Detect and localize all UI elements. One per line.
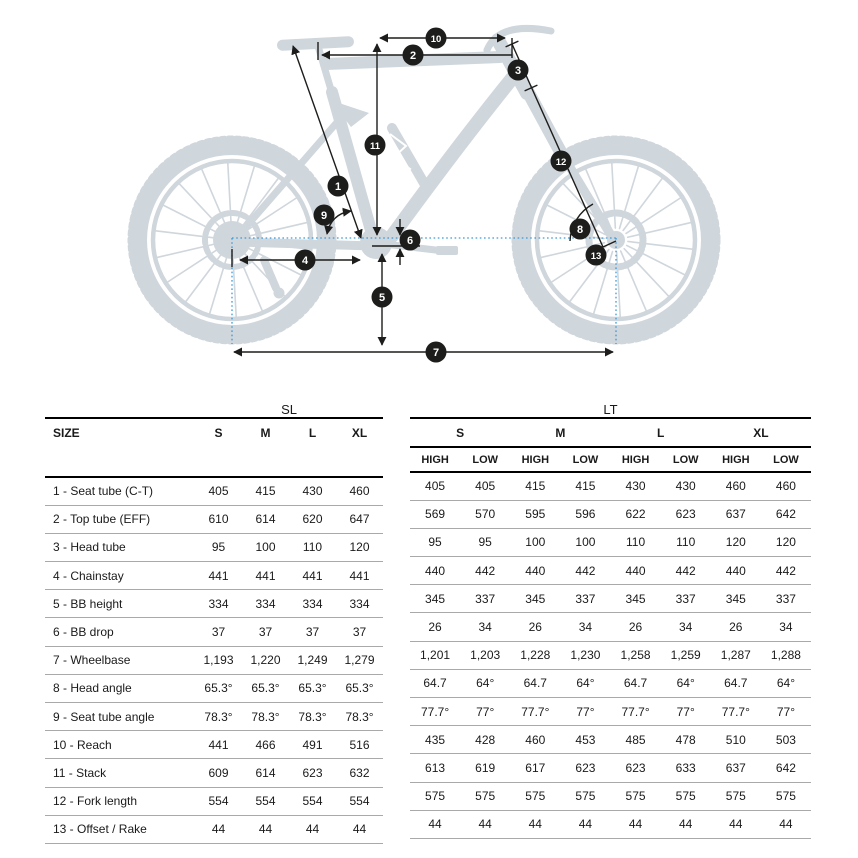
svg-text:1: 1 bbox=[334, 180, 342, 193]
value-cell: 44 bbox=[510, 810, 560, 838]
value-cell: 44 bbox=[711, 810, 761, 838]
table-row bbox=[410, 810, 811, 838]
value-cell: 44 bbox=[611, 810, 661, 838]
value-cell: 440 bbox=[510, 557, 560, 585]
table-row bbox=[45, 703, 383, 731]
value-cell: 337 bbox=[761, 585, 811, 613]
value-cell: 120 bbox=[711, 528, 761, 556]
value-cell: 95 bbox=[195, 533, 242, 561]
lt-title: LT bbox=[410, 395, 811, 418]
value-cell: 575 bbox=[661, 782, 711, 810]
value-cell: 569 bbox=[410, 500, 460, 528]
geometry-diagram bbox=[0, 0, 858, 375]
row-label: 4 - Chainstay bbox=[45, 562, 195, 590]
svg-text:2: 2 bbox=[409, 49, 417, 62]
value-cell: 613 bbox=[410, 754, 460, 782]
svg-text:7: 7 bbox=[432, 346, 440, 359]
marker-3 bbox=[508, 60, 529, 81]
value-cell: 110 bbox=[611, 528, 661, 556]
row-label: 11 - Stack bbox=[45, 759, 195, 787]
value-cell: 78.3° bbox=[195, 703, 242, 731]
value-cell: 575 bbox=[560, 782, 610, 810]
spoke bbox=[628, 241, 694, 249]
value-cell: 441 bbox=[289, 562, 336, 590]
spoke bbox=[228, 162, 232, 228]
table-row bbox=[410, 782, 811, 810]
value-cell: 65.3° bbox=[336, 674, 383, 702]
value-cell: 26 bbox=[711, 613, 761, 641]
value-cell: 345 bbox=[611, 585, 661, 613]
value-cell: 78.3° bbox=[242, 703, 289, 731]
value-cell: 632 bbox=[336, 759, 383, 787]
value-cell: 1,228 bbox=[510, 641, 560, 669]
value-cell: 478 bbox=[661, 726, 711, 754]
value-cell: 77° bbox=[560, 698, 610, 726]
svg-text:10: 10 bbox=[430, 33, 442, 45]
table-row bbox=[45, 562, 383, 590]
value-cell: 26 bbox=[510, 613, 560, 641]
table-row bbox=[410, 698, 811, 726]
spoke bbox=[233, 252, 237, 318]
marker-8 bbox=[570, 219, 591, 240]
value-cell: 78.3° bbox=[289, 703, 336, 731]
value-cell: 575 bbox=[410, 782, 460, 810]
value-cell: 77° bbox=[460, 698, 510, 726]
value-cell: 37 bbox=[242, 618, 289, 646]
lt-group-row bbox=[410, 418, 811, 447]
value-cell: 110 bbox=[661, 528, 711, 556]
position-header: LOW bbox=[661, 447, 711, 472]
value-cell: 503 bbox=[761, 726, 811, 754]
row-label: 8 - Head angle bbox=[45, 674, 195, 702]
value-cell: 65.3° bbox=[242, 674, 289, 702]
value-cell: 441 bbox=[195, 731, 242, 759]
marker-4 bbox=[295, 250, 316, 271]
value-cell: 77° bbox=[661, 698, 711, 726]
row-label: 3 - Head tube bbox=[45, 533, 195, 561]
table-row bbox=[410, 641, 811, 669]
value-cell: 65.3° bbox=[289, 674, 336, 702]
value-cell: 614 bbox=[242, 759, 289, 787]
row-label: 2 - Top tube (EFF) bbox=[45, 505, 195, 533]
table-row bbox=[45, 759, 383, 787]
value-cell: 575 bbox=[510, 782, 560, 810]
marker-11 bbox=[365, 135, 386, 156]
svg-text:13: 13 bbox=[590, 250, 602, 262]
value-cell: 26 bbox=[410, 613, 460, 641]
derailleur-pulley bbox=[274, 288, 285, 299]
value-cell: 64.7 bbox=[711, 669, 761, 697]
lt-table-body bbox=[410, 472, 811, 838]
size-column-header: M bbox=[242, 418, 289, 477]
value-cell: 77° bbox=[761, 698, 811, 726]
position-header: LOW bbox=[560, 447, 610, 472]
value-cell: 435 bbox=[410, 726, 460, 754]
value-cell: 64° bbox=[761, 669, 811, 697]
row-label: 9 - Seat tube angle bbox=[45, 703, 195, 731]
value-cell: 460 bbox=[510, 726, 560, 754]
value-cell: 1,203 bbox=[460, 641, 510, 669]
bike-silhouette bbox=[131, 28, 717, 341]
value-cell: 637 bbox=[711, 754, 761, 782]
value-cell: 37 bbox=[195, 618, 242, 646]
value-cell: 430 bbox=[289, 477, 336, 505]
row-label: 6 - BB drop bbox=[45, 618, 195, 646]
value-cell: 37 bbox=[336, 618, 383, 646]
value-cell: 64° bbox=[460, 669, 510, 697]
table-row bbox=[45, 646, 383, 674]
size-group-header: M bbox=[510, 418, 610, 447]
value-cell: 34 bbox=[560, 613, 610, 641]
value-cell: 1,258 bbox=[611, 641, 661, 669]
value-cell: 37 bbox=[289, 618, 336, 646]
value-cell: 623 bbox=[560, 754, 610, 782]
value-cell: 44 bbox=[195, 815, 242, 843]
table-row bbox=[410, 528, 811, 556]
position-header: HIGH bbox=[510, 447, 560, 472]
table-row bbox=[410, 754, 811, 782]
value-cell: 623 bbox=[611, 754, 661, 782]
value-cell: 78.3° bbox=[336, 703, 383, 731]
value-cell: 442 bbox=[761, 557, 811, 585]
value-cell: 1,230 bbox=[560, 641, 610, 669]
value-cell: 460 bbox=[761, 472, 811, 500]
value-cell: 44 bbox=[661, 810, 711, 838]
position-header: HIGH bbox=[410, 447, 460, 472]
value-cell: 44 bbox=[560, 810, 610, 838]
value-cell: 34 bbox=[661, 613, 711, 641]
marker-7 bbox=[426, 342, 447, 363]
size-group-header: XL bbox=[711, 418, 811, 447]
sl-title-row bbox=[45, 395, 383, 418]
value-cell: 453 bbox=[560, 726, 610, 754]
spoke bbox=[617, 252, 621, 318]
value-cell: 44 bbox=[460, 810, 510, 838]
value-cell: 345 bbox=[510, 585, 560, 613]
value-cell: 647 bbox=[336, 505, 383, 533]
value-cell: 100 bbox=[242, 533, 289, 561]
value-cell: 554 bbox=[242, 787, 289, 815]
value-cell: 610 bbox=[195, 505, 242, 533]
value-cell: 64° bbox=[661, 669, 711, 697]
size-group-header: L bbox=[611, 418, 711, 447]
position-header: LOW bbox=[460, 447, 510, 472]
value-cell: 440 bbox=[410, 557, 460, 585]
value-cell: 642 bbox=[761, 500, 811, 528]
svg-text:11: 11 bbox=[369, 140, 381, 152]
value-cell: 77.7° bbox=[410, 698, 460, 726]
value-cell: 100 bbox=[510, 528, 560, 556]
size-column-header: L bbox=[289, 418, 336, 477]
value-cell: 442 bbox=[560, 557, 610, 585]
value-cell: 1,288 bbox=[761, 641, 811, 669]
value-cell: 570 bbox=[460, 500, 510, 528]
position-header: LOW bbox=[761, 447, 811, 472]
value-cell: 617 bbox=[510, 754, 560, 782]
value-cell: 441 bbox=[242, 562, 289, 590]
spoke bbox=[612, 162, 616, 228]
table-row bbox=[410, 472, 811, 500]
table-row bbox=[45, 618, 383, 646]
position-header: HIGH bbox=[711, 447, 761, 472]
value-cell: 614 bbox=[242, 505, 289, 533]
spoke bbox=[155, 231, 221, 239]
row-label: 7 - Wheelbase bbox=[45, 646, 195, 674]
value-cell: 415 bbox=[510, 472, 560, 500]
table-row bbox=[45, 505, 383, 533]
marker-13 bbox=[586, 245, 607, 266]
value-cell: 442 bbox=[661, 557, 711, 585]
table-row bbox=[45, 787, 383, 815]
table-row bbox=[45, 674, 383, 702]
value-cell: 345 bbox=[711, 585, 761, 613]
value-cell: 77.7° bbox=[711, 698, 761, 726]
value-cell: 64° bbox=[560, 669, 610, 697]
size-column-header: XL bbox=[336, 418, 383, 477]
table-row bbox=[410, 500, 811, 528]
value-cell: 334 bbox=[336, 590, 383, 618]
value-cell: 466 bbox=[242, 731, 289, 759]
lt-table-header bbox=[410, 395, 811, 472]
value-cell: 77.7° bbox=[510, 698, 560, 726]
value-cell: 44 bbox=[761, 810, 811, 838]
value-cell: 34 bbox=[460, 613, 510, 641]
value-cell: 623 bbox=[661, 500, 711, 528]
saddle bbox=[277, 36, 354, 51]
value-cell: 405 bbox=[460, 472, 510, 500]
lt-title-row bbox=[410, 395, 811, 418]
value-cell: 110 bbox=[289, 533, 336, 561]
pedal bbox=[436, 246, 458, 255]
row-label: 12 - Fork length bbox=[45, 787, 195, 815]
value-cell: 460 bbox=[711, 472, 761, 500]
seatpost bbox=[318, 46, 334, 100]
value-cell: 95 bbox=[460, 528, 510, 556]
sl-geometry-table bbox=[45, 395, 383, 844]
value-cell: 642 bbox=[761, 754, 811, 782]
position-header: HIGH bbox=[611, 447, 661, 472]
value-cell: 1,279 bbox=[336, 646, 383, 674]
value-cell: 619 bbox=[460, 754, 510, 782]
marker-9 bbox=[314, 205, 335, 226]
svg-text:6: 6 bbox=[406, 234, 414, 247]
value-cell: 345 bbox=[410, 585, 460, 613]
size-column-header: S bbox=[195, 418, 242, 477]
spacer bbox=[45, 395, 195, 418]
value-cell: 441 bbox=[336, 562, 383, 590]
value-cell: 337 bbox=[661, 585, 711, 613]
value-cell: 77.7° bbox=[611, 698, 661, 726]
value-cell: 609 bbox=[195, 759, 242, 787]
value-cell: 575 bbox=[761, 782, 811, 810]
value-cell: 44 bbox=[410, 810, 460, 838]
sl-table-body bbox=[45, 477, 383, 843]
table-row bbox=[45, 533, 383, 561]
svg-text:3: 3 bbox=[514, 64, 522, 77]
value-cell: 64.7 bbox=[611, 669, 661, 697]
value-cell: 428 bbox=[460, 726, 510, 754]
svg-text:8: 8 bbox=[576, 223, 584, 236]
value-cell: 405 bbox=[410, 472, 460, 500]
row-label: 13 - Offset / Rake bbox=[45, 815, 195, 843]
value-cell: 334 bbox=[242, 590, 289, 618]
marker-1 bbox=[328, 176, 349, 197]
table-row bbox=[410, 726, 811, 754]
value-cell: 441 bbox=[195, 562, 242, 590]
marker-2 bbox=[403, 45, 424, 66]
value-cell: 64.7 bbox=[510, 669, 560, 697]
svg-text:9: 9 bbox=[320, 209, 328, 222]
marker-10 bbox=[426, 28, 447, 49]
value-cell: 510 bbox=[711, 726, 761, 754]
value-cell: 34 bbox=[761, 613, 811, 641]
value-cell: 415 bbox=[242, 477, 289, 505]
table-row bbox=[45, 815, 383, 843]
value-cell: 460 bbox=[336, 477, 383, 505]
value-cell: 554 bbox=[289, 787, 336, 815]
value-cell: 334 bbox=[195, 590, 242, 618]
value-cell: 95 bbox=[410, 528, 460, 556]
sl-title: SL bbox=[195, 395, 383, 418]
table-row bbox=[410, 557, 811, 585]
value-cell: 575 bbox=[460, 782, 510, 810]
value-cell: 120 bbox=[761, 528, 811, 556]
table-row bbox=[410, 613, 811, 641]
lt-geometry-table bbox=[410, 395, 811, 839]
value-cell: 120 bbox=[336, 533, 383, 561]
value-cell: 440 bbox=[711, 557, 761, 585]
table-row bbox=[45, 590, 383, 618]
table-row bbox=[45, 731, 383, 759]
table-row bbox=[410, 585, 811, 613]
value-cell: 415 bbox=[560, 472, 610, 500]
svg-text:12: 12 bbox=[555, 156, 567, 168]
value-cell: 596 bbox=[560, 500, 610, 528]
value-cell: 405 bbox=[195, 477, 242, 505]
table-row bbox=[45, 477, 383, 505]
value-cell: 64.7 bbox=[410, 669, 460, 697]
value-cell: 595 bbox=[510, 500, 560, 528]
size-header: SIZE bbox=[45, 418, 195, 477]
value-cell: 44 bbox=[289, 815, 336, 843]
value-cell: 430 bbox=[611, 472, 661, 500]
svg-text:5: 5 bbox=[378, 291, 386, 304]
value-cell: 334 bbox=[289, 590, 336, 618]
svg-text:4: 4 bbox=[301, 254, 309, 267]
value-cell: 65.3° bbox=[195, 674, 242, 702]
value-cell: 100 bbox=[560, 528, 610, 556]
value-cell: 637 bbox=[711, 500, 761, 528]
value-cell: 430 bbox=[661, 472, 711, 500]
sl-table-header bbox=[45, 395, 383, 477]
lt-sub-row bbox=[410, 447, 811, 472]
value-cell: 491 bbox=[289, 731, 336, 759]
value-cell: 554 bbox=[336, 787, 383, 815]
value-cell: 1,287 bbox=[711, 641, 761, 669]
value-cell: 620 bbox=[289, 505, 336, 533]
marker-6 bbox=[400, 230, 421, 251]
value-cell: 337 bbox=[460, 585, 510, 613]
marker-12 bbox=[551, 151, 572, 172]
value-cell: 554 bbox=[195, 787, 242, 815]
sl-size-row bbox=[45, 418, 383, 477]
value-cell: 623 bbox=[289, 759, 336, 787]
size-group-header: S bbox=[410, 418, 510, 447]
value-cell: 440 bbox=[611, 557, 661, 585]
value-cell: 44 bbox=[336, 815, 383, 843]
value-cell: 516 bbox=[336, 731, 383, 759]
value-cell: 337 bbox=[560, 585, 610, 613]
value-cell: 575 bbox=[611, 782, 661, 810]
marker-5 bbox=[372, 287, 393, 308]
row-label: 5 - BB height bbox=[45, 590, 195, 618]
value-cell: 44 bbox=[242, 815, 289, 843]
value-cell: 622 bbox=[611, 500, 661, 528]
value-cell: 1,193 bbox=[195, 646, 242, 674]
table-row bbox=[410, 669, 811, 697]
row-label: 10 - Reach bbox=[45, 731, 195, 759]
value-cell: 442 bbox=[460, 557, 510, 585]
value-cell: 485 bbox=[611, 726, 661, 754]
derailleur bbox=[264, 260, 276, 288]
value-cell: 1,201 bbox=[410, 641, 460, 669]
value-cell: 1,249 bbox=[289, 646, 336, 674]
row-label: 1 - Seat tube (C-T) bbox=[45, 477, 195, 505]
value-cell: 1,220 bbox=[242, 646, 289, 674]
value-cell: 26 bbox=[611, 613, 661, 641]
value-cell: 633 bbox=[661, 754, 711, 782]
value-cell: 575 bbox=[711, 782, 761, 810]
value-cell: 1,259 bbox=[661, 641, 711, 669]
